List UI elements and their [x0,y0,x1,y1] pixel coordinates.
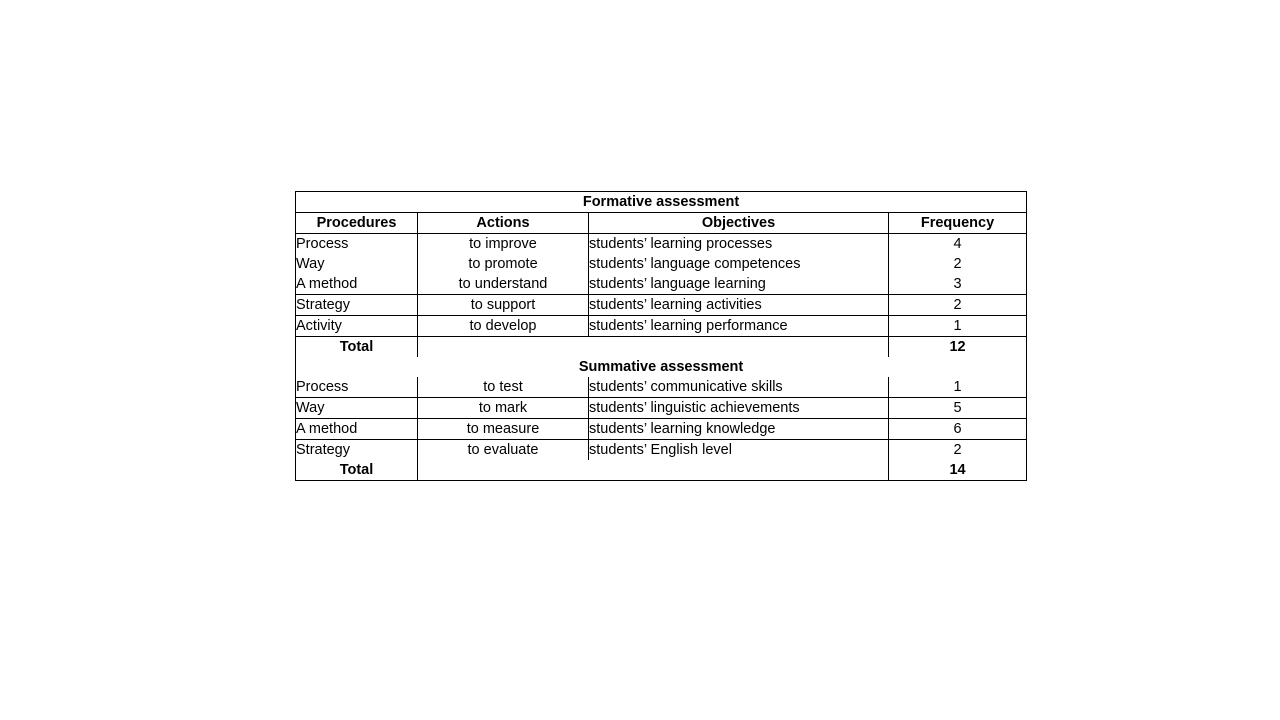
frequency-cell: 6 [889,419,1027,440]
table-row [296,274,1027,295]
formative-title-row [296,192,1027,213]
table-row [296,295,1027,316]
objective-cell: students’ learning activities [589,295,889,316]
frequency-cell: 2 [889,254,1027,274]
formative-total-row [296,337,1027,358]
objective-cell: students’ linguistic achievements [589,398,889,419]
frequency-cell: 3 [889,274,1027,295]
frequency-cell: 1 [889,316,1027,337]
procedure-cell: Strategy [296,440,418,461]
procedure-cell: Way [296,254,418,274]
action-cell: to understand [418,274,589,295]
table-row [296,440,1027,461]
procedure-cell: Way [296,398,418,419]
action-cell: to promote [418,254,589,274]
action-cell: to improve [418,234,589,255]
summative-total-label: Total [296,460,418,481]
assessment-table-container [295,191,1026,478]
assessment-table [295,191,1027,481]
frequency-cell: 2 [889,295,1027,316]
objective-cell: students’ learning knowledge [589,419,889,440]
summative-total-row [296,460,1027,481]
table-row [296,254,1027,274]
procedure-cell: Process [296,234,418,255]
header-frequency: Frequency [889,213,1027,234]
action-cell: to measure [418,419,589,440]
action-cell: to support [418,295,589,316]
procedure-cell: A method [296,274,418,295]
action-cell: to mark [418,398,589,419]
objective-cell: students’ language learning [589,274,889,295]
formative-title: Formative assessment [296,192,1027,213]
header-objectives: Objectives [589,213,889,234]
action-cell: to test [418,377,589,398]
blank-cell [589,337,889,358]
objective-cell: students’ English level [589,440,889,461]
table-row [296,377,1027,398]
procedure-cell: Process [296,377,418,398]
table-row [296,398,1027,419]
procedure-cell: Activity [296,316,418,337]
header-procedures: Procedures [296,213,418,234]
action-cell: to evaluate [418,440,589,461]
frequency-cell: 4 [889,234,1027,255]
frequency-cell: 2 [889,440,1027,461]
frequency-cell: 5 [889,398,1027,419]
action-cell: to develop [418,316,589,337]
header-actions: Actions [418,213,589,234]
summative-title-row [296,357,1027,377]
formative-total-value: 12 [889,337,1027,358]
procedure-cell: A method [296,419,418,440]
header-row [296,213,1027,234]
objective-cell: students’ learning performance [589,316,889,337]
table-row [296,234,1027,255]
formative-total-label: Total [296,337,418,358]
blank-cell [418,337,589,358]
table-row [296,316,1027,337]
procedure-cell: Strategy [296,295,418,316]
summative-title: Summative assessment [296,357,1027,377]
blank-cell [418,460,589,481]
table-row [296,419,1027,440]
summative-total-value: 14 [889,460,1027,481]
objective-cell: students’ communicative skills [589,377,889,398]
blank-cell [589,460,889,481]
objective-cell: students’ learning processes [589,234,889,255]
objective-cell: students’ language competences [589,254,889,274]
frequency-cell: 1 [889,377,1027,398]
